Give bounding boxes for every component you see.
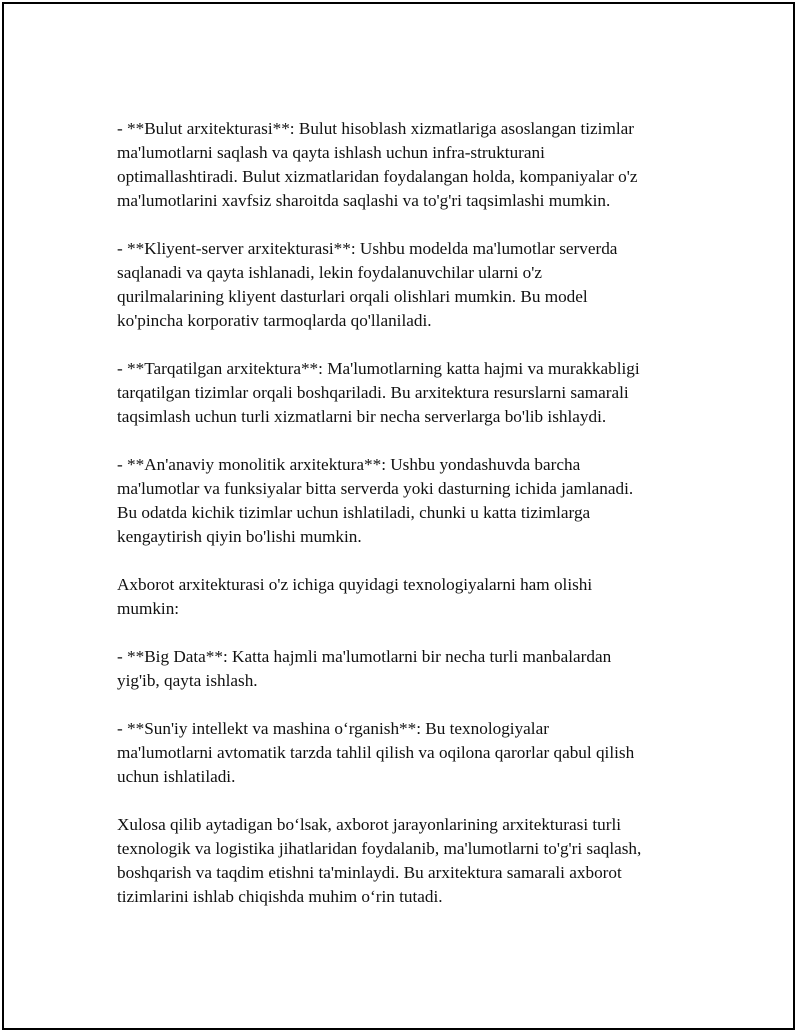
paragraph-ai-ml	[117, 717, 707, 789]
document-body	[117, 117, 707, 933]
text-line: - **Sun'iy intellekt va mashina o‘rganish**: Bu texnologiyalar	[117, 719, 549, 738]
text-line: ma'lumotlarni avtomatik tarzda tahlil qilish va oqilona qarorlar qabul qilish	[117, 743, 635, 762]
text-line: yig'ib, qayta ishlash.	[117, 671, 258, 690]
text-line: taqsimlash uchun turli xizmatlarni bir necha serverlarga bo'lib ishlaydi.	[117, 407, 607, 426]
text-line: optimallashtiradi. Bulut xizmatlaridan foydalangan holda, kompaniyalar o'z	[117, 167, 638, 186]
text-line: Bu odatda kichik tizimlar uchun ishlatiladi, chunki u katta tizimlarga	[117, 503, 591, 522]
text-line: texnologik va logistika jihatlaridan foydalanib, ma'lumotlarni to'g'ri saqlash,	[117, 839, 642, 858]
paragraph-distributed-architecture	[117, 357, 707, 429]
text-line: ko'pincha korporativ tarmoqlarda qo'llaniladi.	[117, 311, 432, 330]
text-line: qurilmalarining kliyent dasturlari orqali olishlari mumkin. Bu model	[117, 287, 588, 306]
text-line: kengaytirish qiyin bo'lishi mumkin.	[117, 527, 362, 546]
paragraph-technologies-intro	[117, 573, 707, 621]
text-line: mumkin:	[117, 599, 180, 618]
text-line: Axborot arxitekturasi o'z ichiga quyidagi texnologiyalarni ham olishi	[117, 575, 593, 594]
text-line: ma'lumotlarni saqlash va qayta ishlash uchun infra-strukturani	[117, 143, 545, 162]
text-line: boshqarish va taqdim etishni ta'minlaydi. Bu arxitektura samarali axborot	[117, 863, 622, 882]
text-line: tarqatilgan tizimlar orqali boshqariladi. Bu arxitektura resurslarni samarali	[117, 383, 629, 402]
paragraph-conclusion	[117, 813, 707, 909]
text-line: ma'lumotlar va funksiyalar bitta serverda yoki dasturning ichida jamlanadi.	[117, 479, 634, 498]
text-line: - **Tarqatilgan arxitektura**: Ma'lumotlarning katta hajmi va murakkabligi	[117, 359, 640, 378]
text-line: uchun ishlatiladi.	[117, 767, 236, 786]
paragraph-cloud-architecture	[117, 117, 707, 213]
text-line: - **An'anaviy monolitik arxitektura**: Ushbu yondashuvda barcha	[117, 455, 581, 474]
text-line: - **Kliyent-server arxitekturasi**: Ushbu modelda ma'lumotlar serverda	[117, 239, 618, 258]
paragraph-monolithic-architecture	[117, 453, 707, 549]
text-line: Xulosa qilib aytadigan bo‘lsak, axborot jarayonlarining arxitekturasi turli	[117, 815, 622, 834]
text-line: - **Bulut arxitekturasi**: Bulut hisoblash xizmatlariga asoslangan tizimlar	[117, 119, 634, 138]
text-line: saqlanadi va qayta ishlanadi, lekin foydalanuvchilar ularni o'z	[117, 263, 542, 282]
text-line: tizimlarini ishlab chiqishda muhim o‘rin tutadi.	[117, 887, 443, 906]
paragraph-client-server-architecture	[117, 237, 707, 333]
text-line: - **Big Data**: Katta hajmli ma'lumotlarni bir necha turli manbalardan	[117, 647, 612, 666]
paragraph-big-data	[117, 645, 707, 693]
text-line: ma'lumotlarini xavfsiz sharoitda saqlashi va to'g'ri taqsimlashi mumkin.	[117, 191, 611, 210]
